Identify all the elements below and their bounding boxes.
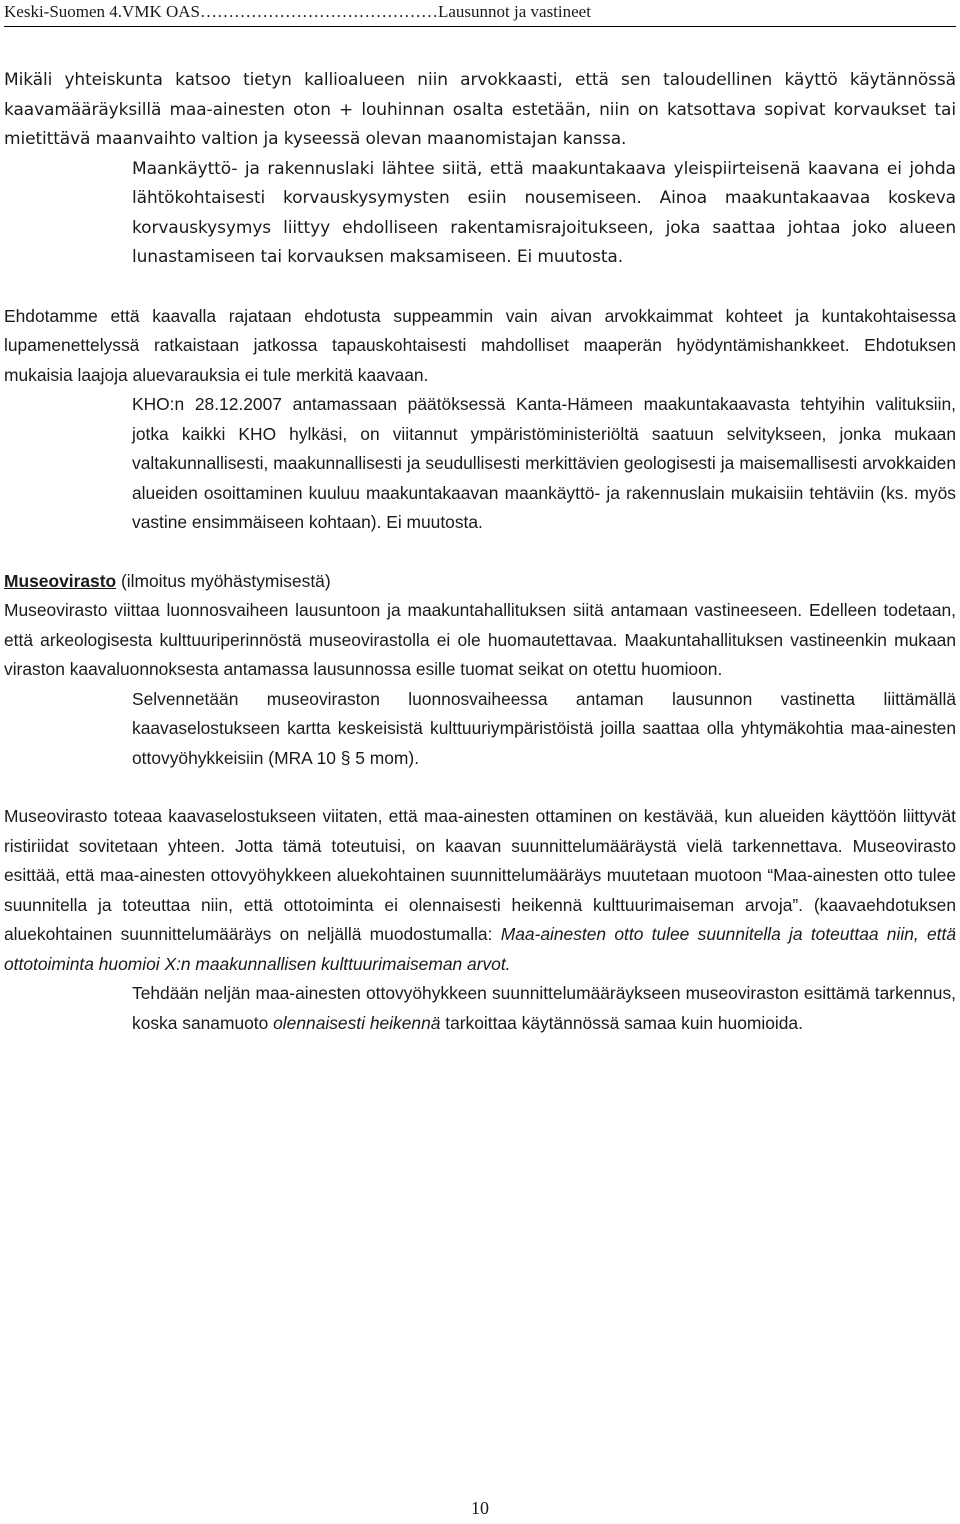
page-header: [4, 0, 956, 27]
header-dot-leader: ……………………………………: [199, 2, 438, 21]
response-paragraph-regulation: [132, 979, 956, 1038]
statement-italic-regulation: Maa-ainesten otto tulee suunnitella ja toteuttaa niin, että ottotoiminta huomioi X:n maakunnallisen kulttuurimaiseman arvot.: [4, 924, 956, 974]
page-content: [4, 66, 956, 1038]
paragraph-gap: [4, 538, 956, 567]
header-section-title: Lausunnot ja vastineet: [437, 2, 591, 21]
statement-text: Museovirasto toteaa kaavaselostukseen viitaten, että maa-ainesten ottaminen on kestävää, kun alueiden käyttöön liittyvät ristiriidat sovitetaan yhteen. Jotta tämä toteutuisi, on kaavan suunnittelumääräystä vielä tarkennettava. Museovirasto esittää, että maa-ainesten ottovyöhykkeen aluekohtainen suunnittelumääräys muutetaan muotoon “Maa-ainesten otto tulee suunnitella ja toteuttaa niin, että ottotoiminta ei olennaisesti heikennä kulttuurimaiseman arvoja”. (kaavaehdotuksen aluekohtainen suunnittelumääräys on neljällä muodostumalla:: [4, 806, 956, 944]
paragraph-gap: [4, 273, 956, 302]
heading-note: (ilmoitus myöhästymisestä): [116, 570, 331, 591]
response-paragraph-museovirasto: Selvennetään museoviraston luonnosvaiheessa antaman lausunnon vastinetta liittämällä kaavaselostukseen kartta keskeisistä kulttuuriympäristöistä joilla saattaa olla yhtymäkohtia maa-ainesten ottovyöhykkeisiin (MRA 10 § 5 mom).: [132, 688, 956, 768]
response-italic-phrase: olennaisesti heikennä: [273, 1012, 441, 1033]
response-paragraph-kho: KHO:n 28.12.2007 antamassaan päätöksessä Kanta-Hämeen maakuntakaavasta tehtyihin valituksiin, jotka kaikki KHO hylkäsi, on viitannut ympäristöministeriöltä saatuun selvitykseen, jonka mukaan valtakunnallisesti, maakunnallisesti ja seudullisesti merkittävien geologisesti ja maisemallisesti arvokkaiden alueiden osoittaminen kuuluu maakuntakaavan maankäyttö- ja rakennuslain mukaisiin tehtäviin (ks. myös vastine ensimmäiseen kohtaan). Ei muutosta.: [132, 394, 956, 532]
paragraph-gap: [4, 773, 956, 802]
statement-paragraph-proposal: Ehdotamme että kaavalla rajataan ehdotusta suppeammin vain aivan arvokkaimmat kohteet ja kuntakohtaisessa lupamenettelyssä ratkaistaan jatkossa tapauskohtaisesti mahdolliset maaperän hyödyntämishankkeet. Ehdotuksen mukaisia laajoja aluevarauksia ei tule merkitä kaavaan.: [4, 305, 956, 385]
section-heading-museovirasto: [4, 567, 956, 597]
response-text-start: Tehdään neljän maa-ainesten ottovyöhykkeen suunnittelumääräykseen museoviraston esittämä tarkennus, koska sanamuoto: [132, 983, 956, 1033]
response-paragraph-compensation: Maankäyttö- ja rakennuslaki lähtee siitä, että maakuntakaava yleispiirteisenä kaavana ei johda lähtökohtaisesti korvauskysymysten esiin nousemiseen. Ainoa maakuntakaavaa koskeva korvauskysymys liittyy ehdolliseen rakentamisrajoitukseen, joka saattaa johtaa joko alueen lunastamiseen tai korvauksen maksamiseen. Ei muutosta.: [132, 158, 956, 267]
response-text-end: tarkoittaa käytännössä samaa kuin huomioida.: [440, 1012, 803, 1033]
statement-paragraph-regulation: [4, 802, 956, 979]
statement-paragraph-compensation: Mikäli yhteiskunta katsoo tietyn kallioalueen niin arvokkaasti, että sen taloudellinen käyttö käytännössä kaavamääräyksillä maa-ainesten oton + louhinnan osalta estetään, niin on katsottava sopivat korvaukset tai mietittävä maanvaihto valtion ja kyseessä olevan maanomistajan kanssa.: [4, 70, 956, 149]
statement-paragraph-museovirasto: Museovirasto viittaa luonnosvaiheen lausuntoon ja maakuntahallituksen siitä antamaan vastineeseen. Edelleen todetaan, että arkeologisesta kulttuuriperinnöstä museovirastolla ei ole huomautettavaa. Maakuntahallituksen vastineenkin mukaan viraston kaavaluonnoksesta antamassa lausunnossa esille tuomat seikat on otettu huomioon.: [4, 600, 956, 679]
header-document-title: Keski-Suomen 4.VMK OAS: [4, 2, 200, 21]
heading-organization-name: Museovirasto: [4, 570, 117, 591]
page-number: 10: [471, 1498, 489, 1518]
